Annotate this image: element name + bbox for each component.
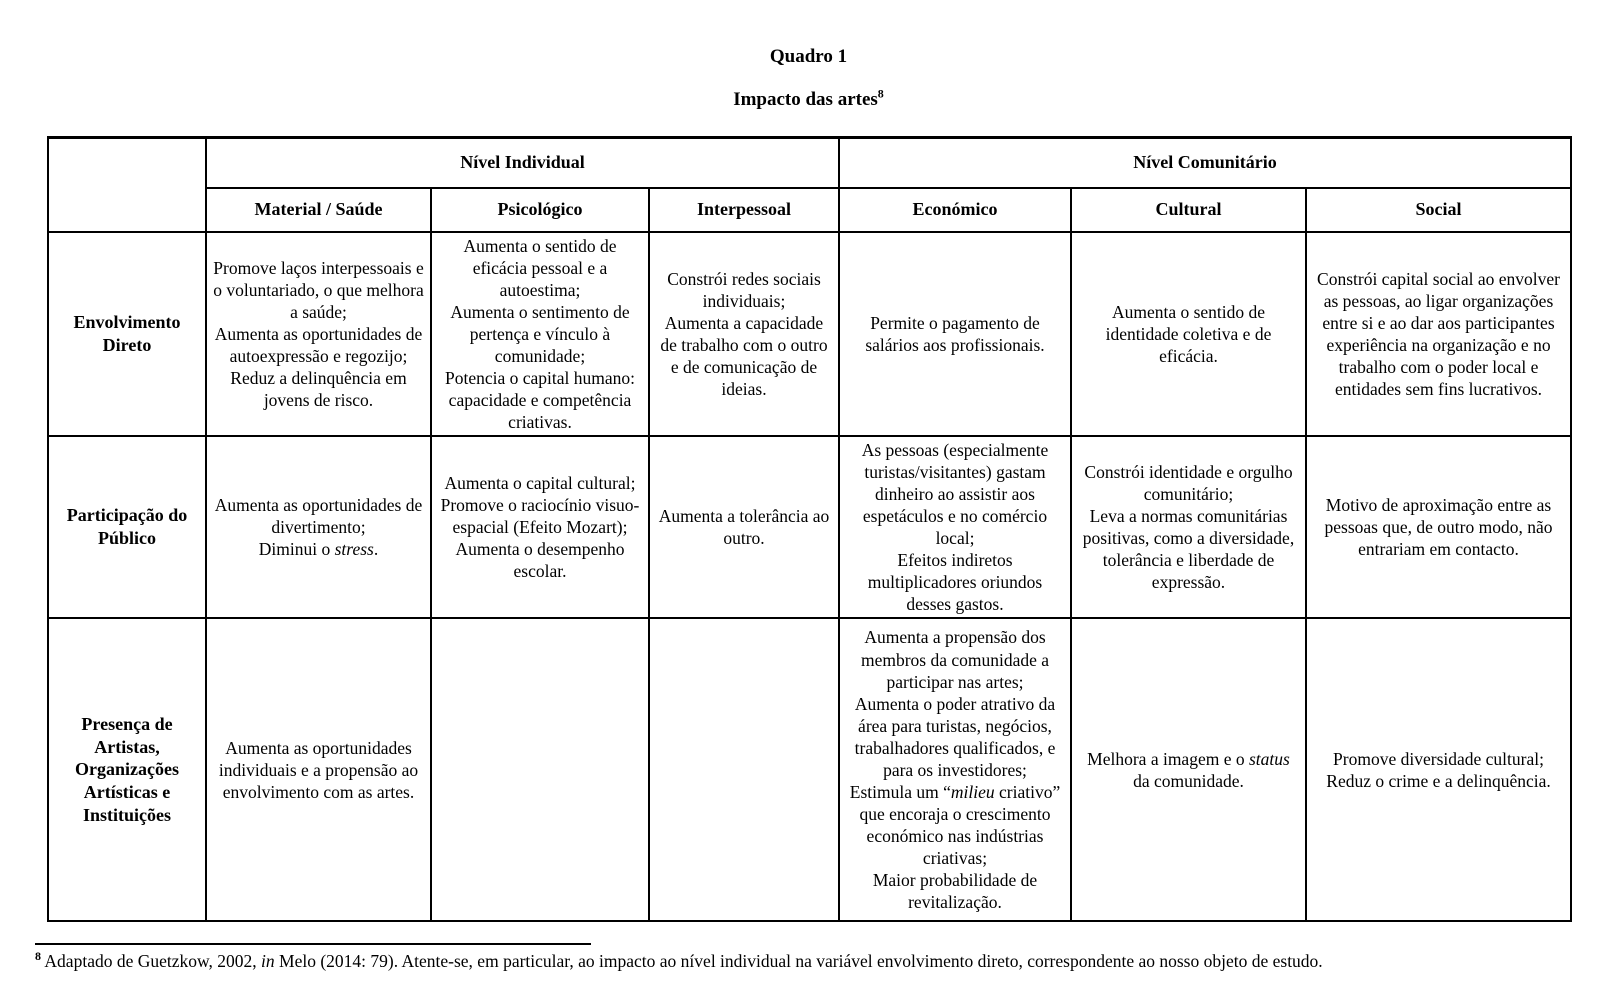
table-row [48,436,1571,618]
cell-item: Potencia o capital humano: capacidade e competência criativas. [444,367,635,432]
group-header-1: Nível Comunitário [839,138,1571,188]
cell-item: Aumenta a propensão dos membros da comunidade a participar nas artes; [860,627,1050,692]
cell-item: Aumenta o sentido de eficácia pessoal e a autoestima; [463,235,617,300]
table-cell [649,618,839,921]
table-cell [431,232,649,436]
italic-term: milieu [950,781,995,802]
cell-item: Promove laços interpessoais e o voluntariado, o que melhora a saúde; [213,257,424,322]
table-body [48,232,1571,922]
footnote-text: Adaptado de Guetzkow, 2002, in Melo (2014: 79). Atente-se, em particular, ao impacto ao nível individual na variável envolvimento direto, correspondente ao nosso objeto de estudo. [44,951,1323,972]
table-cell [839,618,1071,921]
row-header-2: Presença de Artistas, Organizações Artísticas e Instituições [48,618,206,921]
subtitle-text: Impacto das artes [733,89,878,110]
cell-item: Reduz a delinquência em jovens de risco. [230,367,407,410]
table-cell [649,232,839,436]
table-cell [206,232,431,436]
cell-item: Maior probabilidade de revitalização. [872,870,1038,913]
column-header-0: Material / Saúde [206,188,431,232]
table-cell [1306,232,1571,436]
cell-item: Aumenta as oportunidades individuais e a propensão ao envolvimento com as artes. [218,737,419,802]
table-cell [206,436,431,618]
cell-item: Efeitos indiretos multiplicadores oriundos desses gastos. [867,550,1043,615]
italic-term: stress [334,539,374,560]
table-cell [839,232,1071,436]
table-cell [1306,436,1571,618]
footnote-marker: 8 [35,949,41,964]
cell-item: Reduz o crime e a delinquência. [1326,770,1551,791]
page-title: Quadro 1 [769,46,848,67]
cell-item: Aumenta as oportunidades de divertimento; [214,495,423,538]
cell-item: Permite o pagamento de salários aos profissionais. [865,312,1045,355]
table-cell [1071,232,1306,436]
row-header-0: Envolvimento Direto [48,232,206,436]
table-cell [649,436,839,618]
cell-item: Melhora a imagem e o status da comunidade. [1087,748,1290,791]
cell-item: Leva a normas comunitárias positivas, como a diversidade, tolerância e liberdade de expressão. [1082,506,1295,593]
column-header-2: Interpessoal [649,188,839,232]
column-header-3: Económico [839,188,1071,232]
cell-item: Constrói identidade e orgulho comunitário; [1084,461,1293,505]
table-row [48,232,1571,436]
table-head [48,138,1571,232]
group-header-0: Nível Individual [206,138,839,188]
cell-item: Aumenta a tolerância ao outro. [658,506,830,549]
cell-item: As pessoas (especialmente turistas/visitantes) gastam dinheiro ao assistir aos espetáculos e no comércio local; [861,439,1049,549]
table-cell [206,618,431,921]
footnote-separator [35,943,591,945]
column-header-5: Social [1306,188,1571,232]
row-header-1: Participação do Público [48,436,206,618]
cell-item: Aumenta o desempenho escolar. [455,539,625,582]
table-cell [431,436,649,618]
table-cell [431,618,649,921]
corner-cell [48,138,206,232]
cell-item: Aumenta o sentido de identidade coletiva e de eficácia. [1105,301,1272,366]
column-header-4: Cultural [1071,188,1306,232]
page-subtitle [0,68,1617,111]
cell-item: Diminui o stress. [258,539,379,560]
table-row [48,618,1571,921]
cell-item: Estimula um “milieu criativo” que encoraja o crescimento económico nas indústrias criativas; [849,781,1061,868]
table-cell [1071,436,1306,618]
cell-item: Aumenta as oportunidades de autoexpressão e regozijo; [214,323,423,366]
cell-item: Aumenta a capacidade de trabalho com o outro e de comunicação de ideias. [660,312,828,399]
impact-table [47,136,1572,922]
cell-item: Aumenta o capital cultural; [444,472,636,493]
footnote [35,951,1535,972]
table-cell [839,436,1071,618]
cell-item: Promove diversidade cultural; [1333,748,1544,769]
column-header-1: Psicológico [431,188,649,232]
table-cell [1306,618,1571,921]
italic-term: in [261,951,275,972]
cell-item: Motivo de aproximação entre as pessoas que, de outro modo, não entrariam em contacto. [1324,495,1553,560]
cell-item: Constrói redes sociais individuais; [667,268,821,311]
cell-item: Aumenta o sentimento de pertença e vínculo à comunidade; [450,301,630,366]
footnote-reference-mark: 8 [877,86,884,101]
cell-item: Constrói capital social ao envolver as pessoas, ao ligar organizações entre si e ao dar aos participantes experiência na organização e no trabalho com o poder local e entidades sem fins lucrativos. [1317,268,1560,399]
table-cell [1071,618,1306,921]
cell-item: Aumenta o poder atrativo da área para turistas, negócios, trabalhadores qualificados, e para os investidores; [854,693,1056,780]
italic-term: status [1248,748,1290,769]
cell-item: Promove o raciocínio visuo-espacial (Efeito Mozart); [440,495,640,538]
